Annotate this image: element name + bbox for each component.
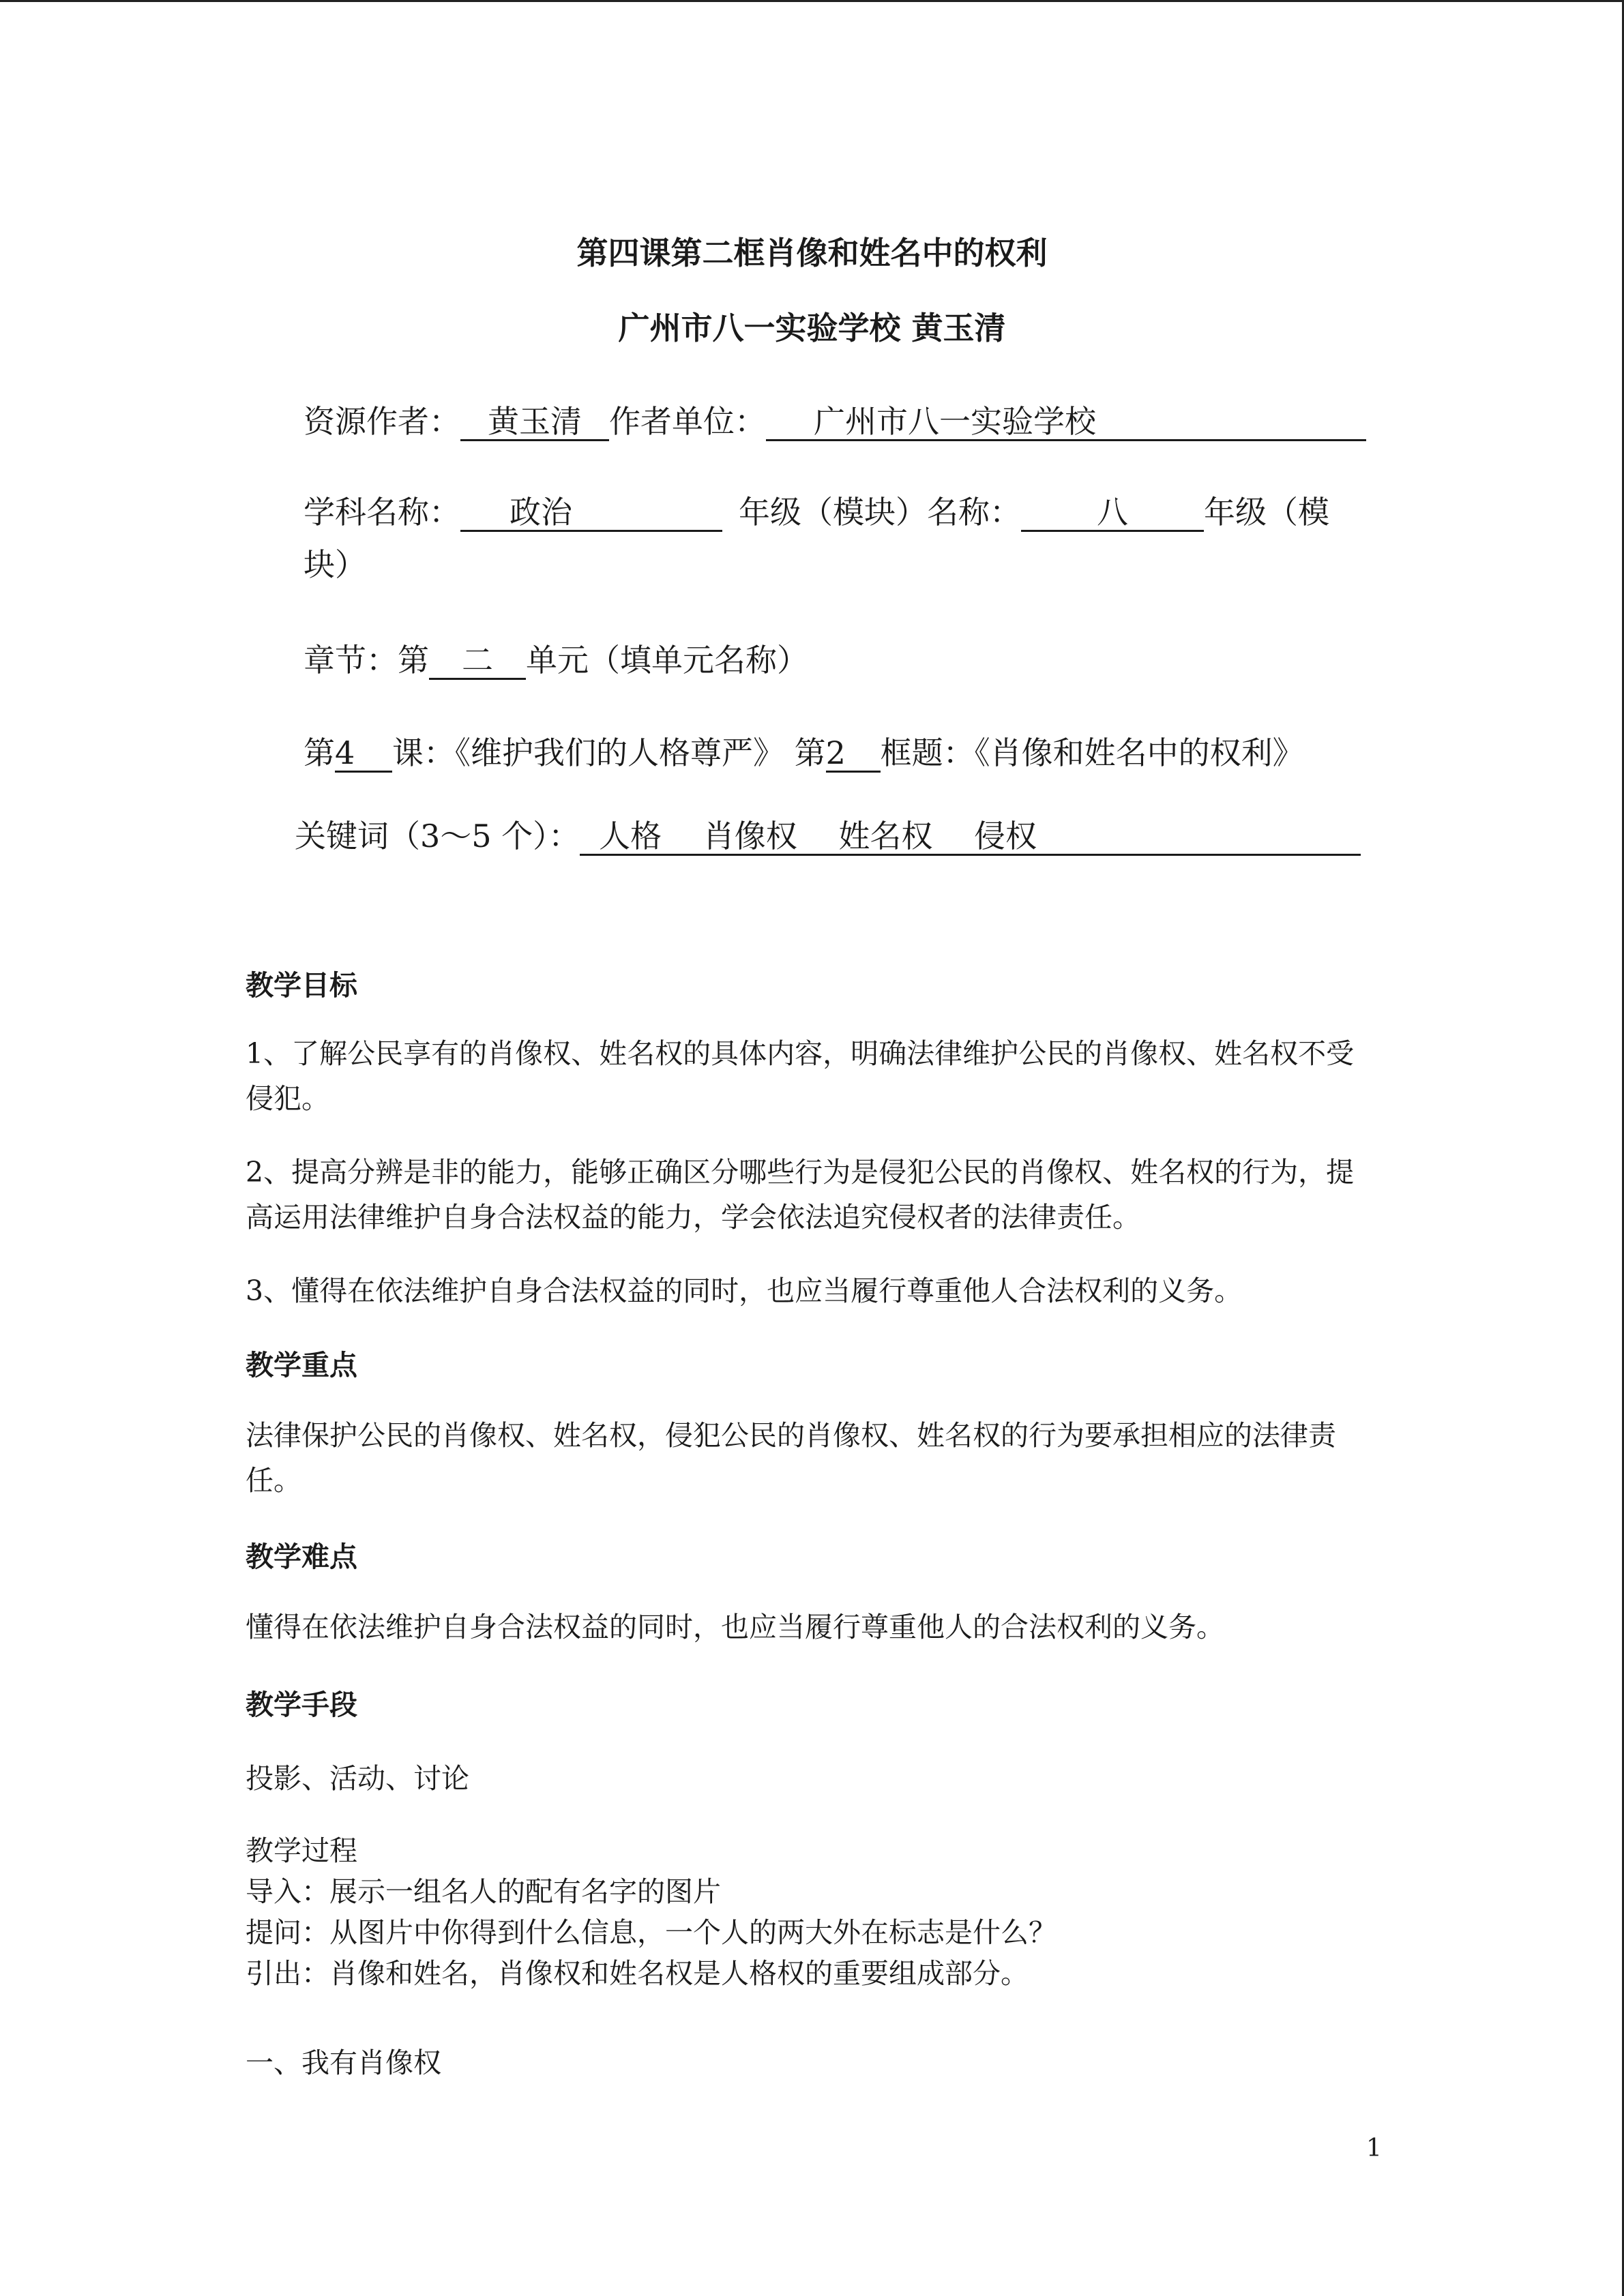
keywords-label: 关键词（3～5 个）： [295,818,580,854]
difficulty-text: 懂得在依法维护自身合法权益的同时，也应当履行尊重他人的合法权利的义务。 [246,1611,1224,1643]
grade-value: 八 [1021,496,1204,532]
chapter-suffix: 单元（填单元名称） [526,642,808,679]
frame-title: 框题：《肖像和姓名中的权利》 [880,734,1304,771]
unit-label: 作者单位： [609,403,766,440]
means-heading: 教学手段 [246,1688,357,1721]
grade-label: 年级（模块）名称： [739,494,1021,531]
subject-value: 政治 [460,496,722,532]
frame-number: 2 [826,736,881,773]
grade-suffix: 年级（模 [1204,494,1329,531]
lesson-number: 4 [335,736,392,773]
difficulty-heading: 教学难点 [246,1540,357,1573]
goal-2: 2、提高分辨是非的能力，能够正确区分哪些行为是侵犯公民的肖像权、姓名权的行为，提高运用法律维护自身合法权益的能力，学会依法追究侵权者的法律责任。 [246,1156,1355,1234]
author-value: 黄玉清 [460,405,609,441]
grade-suffix-wrap: 块） [304,546,366,583]
process-intro: 导入：展示一组名人的配有名字的图片 [246,1875,721,1908]
goal-1: 1、了解公民享有的肖像权、姓名权的具体内容，明确法律维护公民的肖像权、姓名权不受侵犯。 [246,1037,1355,1115]
key-points-heading: 教学重点 [246,1349,357,1382]
chapter-row [304,636,808,681]
keywords-value: 人格 肖像权 姓名权 侵权 [580,820,1361,856]
page-border-top [0,0,1624,2]
section-one-heading: 一、我有肖像权 [246,2046,441,2079]
process-question: 提问：从图片中你得到什么信息，一个人的两大外在标志是什么？ [246,1916,1057,1949]
goals-heading: 教学目标 [246,969,357,1002]
chapter-label: 章节：第 [304,642,429,679]
lesson-title: 课：《维护我们的人格尊严》 第 [392,734,826,771]
lesson-row [304,728,1304,773]
author-row [304,397,1366,442]
author-label: 资源作者： [304,403,460,440]
process-lead: 引出：肖像和姓名，肖像权和姓名权是人格权的重要组成部分。 [246,1957,1029,1990]
lesson-prefix: 第 [304,734,335,771]
process-heading: 教学过程 [246,1834,357,1867]
means-text: 投影、活动、讨论 [246,1762,469,1795]
subject-label: 学科名称： [304,494,460,531]
page-number: 1 [1366,2134,1382,2162]
document-subtitle: 广州市八一实验学校 黄玉清 [618,310,1006,346]
document-title: 第四课第二框肖像和姓名中的权利 [576,235,1048,271]
keywords-row [295,811,1361,856]
subject-row [304,488,1329,533]
goal-3: 3、懂得在依法维护自身合法权益的同时，也应当履行尊重他人合法权利的义务。 [246,1274,1243,1307]
unit-value: 广州市八一实验学校 [766,405,1366,441]
key-points-text: 法律保护公民的肖像权、姓名权，侵犯公民的肖像权、姓名权的行为要承担相应的法律责任。 [246,1419,1336,1497]
chapter-value: 二 [429,644,526,680]
